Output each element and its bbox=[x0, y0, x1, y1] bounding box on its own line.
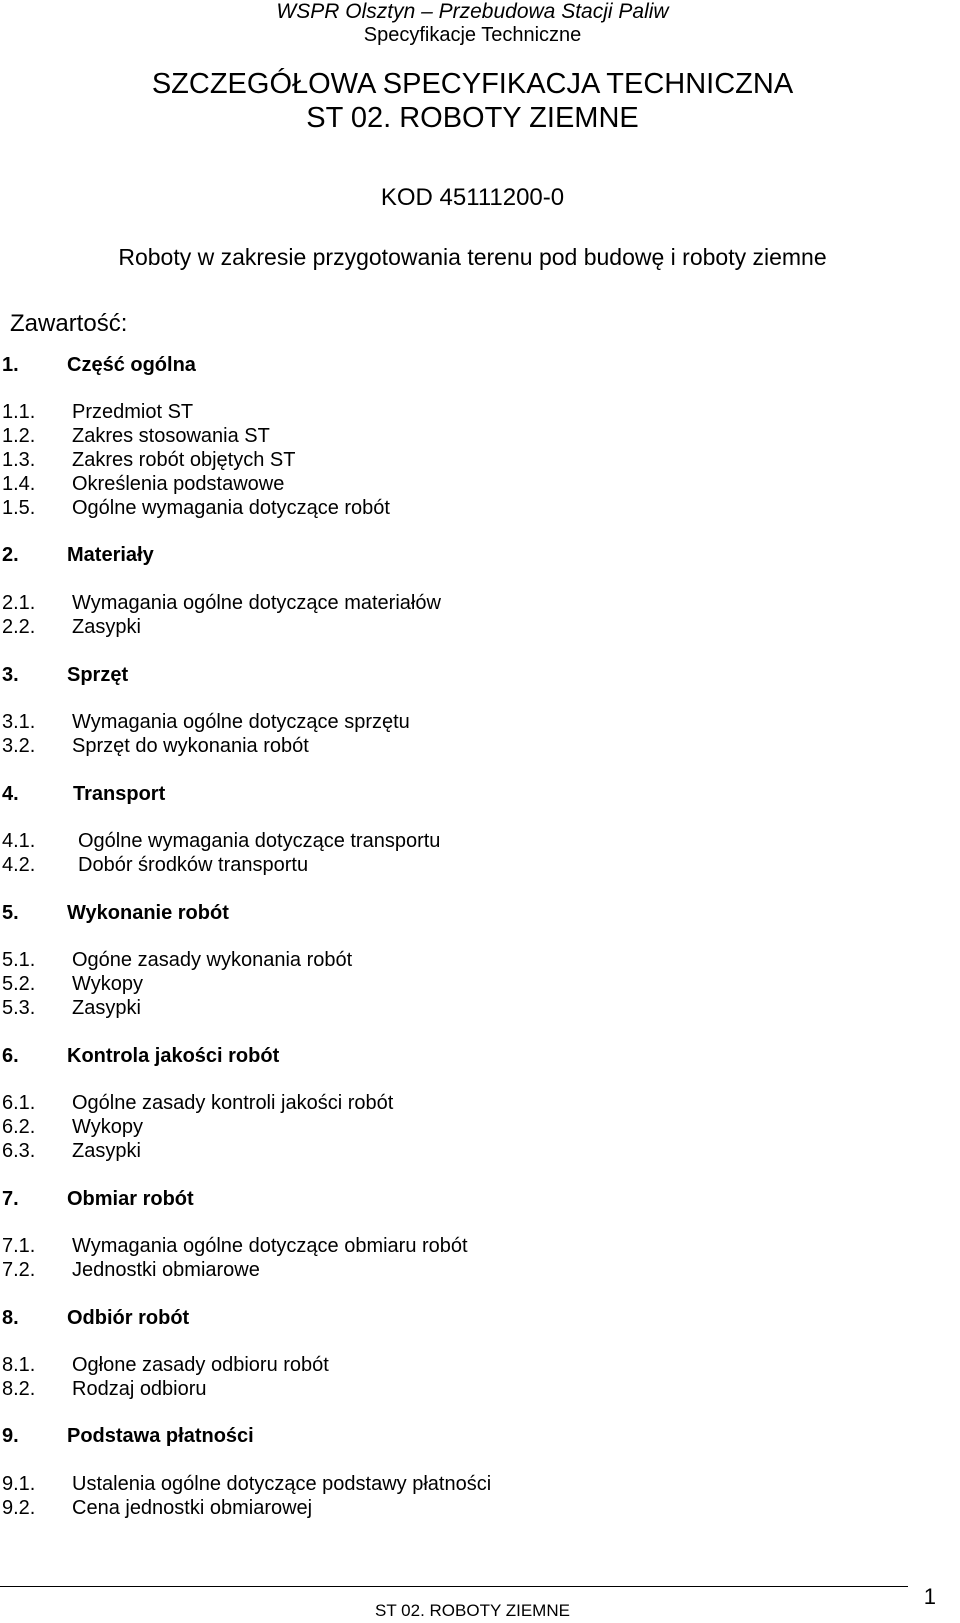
toc-number: 5.3. bbox=[2, 997, 36, 1019]
toc-number: 7.1. bbox=[2, 1235, 36, 1257]
toc-number: 8.1. bbox=[2, 1354, 36, 1376]
toc-title: Sprzęt do wykonania robót bbox=[72, 735, 309, 757]
toc-title: Obmiar robót bbox=[67, 1188, 194, 1210]
toc-number: 7. bbox=[2, 1188, 19, 1210]
toc-number: 6.1. bbox=[2, 1092, 36, 1114]
toc-title: Odbiór robót bbox=[67, 1307, 190, 1329]
toc-title: Zakres stosowania ST bbox=[72, 425, 270, 447]
toc-title: Zasypki bbox=[72, 997, 141, 1019]
toc-number: 1.4. bbox=[2, 473, 36, 495]
toc-number: 5. bbox=[2, 902, 19, 924]
header-doc-type: Specyfikacje Techniczne bbox=[363, 24, 582, 46]
toc-number: 4. bbox=[2, 783, 19, 805]
document-subtitle-st: ST 02. ROBOTY ZIEMNE bbox=[306, 102, 639, 134]
contents-heading: Zawartość: bbox=[10, 310, 128, 337]
toc-number: 2. bbox=[2, 544, 19, 566]
toc-number: 1. bbox=[2, 354, 19, 376]
toc-number: 6.3. bbox=[2, 1140, 36, 1162]
toc-title: Wykonanie robót bbox=[67, 902, 229, 924]
toc-number: 9.1. bbox=[2, 1473, 36, 1495]
toc-number: 6.2. bbox=[2, 1116, 36, 1138]
toc-title: Zasypki bbox=[72, 1140, 141, 1162]
toc-title: Transport bbox=[73, 783, 166, 805]
toc-number: 8.2. bbox=[2, 1378, 36, 1400]
toc-title: Sprzęt bbox=[67, 664, 129, 686]
toc-title: Zasypki bbox=[72, 616, 141, 638]
document-title: SZCZEGÓŁOWA SPECYFIKACJA TECHNICZNA bbox=[151, 68, 794, 100]
toc-number: 1.5. bbox=[2, 497, 36, 519]
cpv-code: KOD 45111200-0 bbox=[380, 184, 565, 211]
toc-title: Przedmiot ST bbox=[72, 401, 194, 423]
toc-number: 7.2. bbox=[2, 1259, 36, 1281]
toc-number: 6. bbox=[2, 1045, 19, 1067]
toc-number: 5.1. bbox=[2, 949, 36, 971]
toc-title: Kontrola jakości robót bbox=[67, 1045, 280, 1067]
footer-label: ST 02. ROBOTY ZIEMNE bbox=[375, 1601, 570, 1620]
toc-title: Wymagania ogólne dotyczące materiałów bbox=[72, 592, 441, 614]
toc-title: Określenia podstawowe bbox=[72, 473, 285, 495]
toc-title: Ogóne zasady wykonania robót bbox=[72, 949, 353, 971]
toc-number: 5.2. bbox=[2, 973, 36, 995]
toc-title: Rodzaj odbioru bbox=[72, 1378, 207, 1400]
toc-title: Ogólne wymagania dotyczące transportu bbox=[78, 830, 441, 852]
toc-title: Podstawa płatności bbox=[67, 1425, 254, 1447]
toc-number: 3. bbox=[2, 664, 19, 686]
toc-number: 4.2. bbox=[2, 854, 36, 876]
scope-description: Roboty w zakresie przygotowania terenu pod budowę i roboty ziemne bbox=[118, 244, 827, 270]
toc-number: 8. bbox=[2, 1307, 19, 1329]
toc-number: 1.1. bbox=[2, 401, 36, 423]
header-project: WSPR Olsztyn – Przebudowa Stacji Paliw bbox=[276, 0, 669, 23]
toc-number: 2.2. bbox=[2, 616, 36, 638]
toc-title: Wykopy bbox=[72, 1116, 143, 1138]
toc-number: 3.1. bbox=[2, 711, 36, 733]
toc-number: 2.1. bbox=[2, 592, 36, 614]
toc-title: Ogólne zasady kontroli jakości robót bbox=[72, 1092, 394, 1114]
toc-title: Dobór środków transportu bbox=[78, 854, 309, 876]
toc-number: 9. bbox=[2, 1425, 19, 1447]
toc-title: Jednostki obmiarowe bbox=[72, 1259, 260, 1281]
toc-number: 1.3. bbox=[2, 449, 36, 471]
footer-divider bbox=[0, 1586, 908, 1587]
toc-title: Wymagania ogólne dotyczące sprzętu bbox=[72, 711, 410, 733]
toc-title: Ustalenia ogólne dotyczące podstawy płatności bbox=[72, 1473, 492, 1495]
page-number: 1 bbox=[923, 1584, 936, 1609]
toc-title: Wykopy bbox=[72, 973, 143, 995]
toc-title: Zakres robót objętych ST bbox=[72, 449, 296, 471]
toc-number: 1.2. bbox=[2, 425, 36, 447]
toc-title: Ogłone zasady odbioru robót bbox=[72, 1354, 329, 1376]
toc-title: Cena jednostki obmiarowej bbox=[72, 1497, 313, 1519]
toc-title: Materiały bbox=[67, 544, 154, 566]
toc-title: Wymagania ogólne dotyczące obmiaru robót bbox=[72, 1235, 468, 1257]
toc-title: Część ogólna bbox=[67, 354, 196, 376]
toc-number: 4.1. bbox=[2, 830, 36, 852]
toc-title: Ogólne wymagania dotyczące robót bbox=[72, 497, 390, 519]
toc-number: 9.2. bbox=[2, 1497, 36, 1519]
toc-number: 3.2. bbox=[2, 735, 36, 757]
